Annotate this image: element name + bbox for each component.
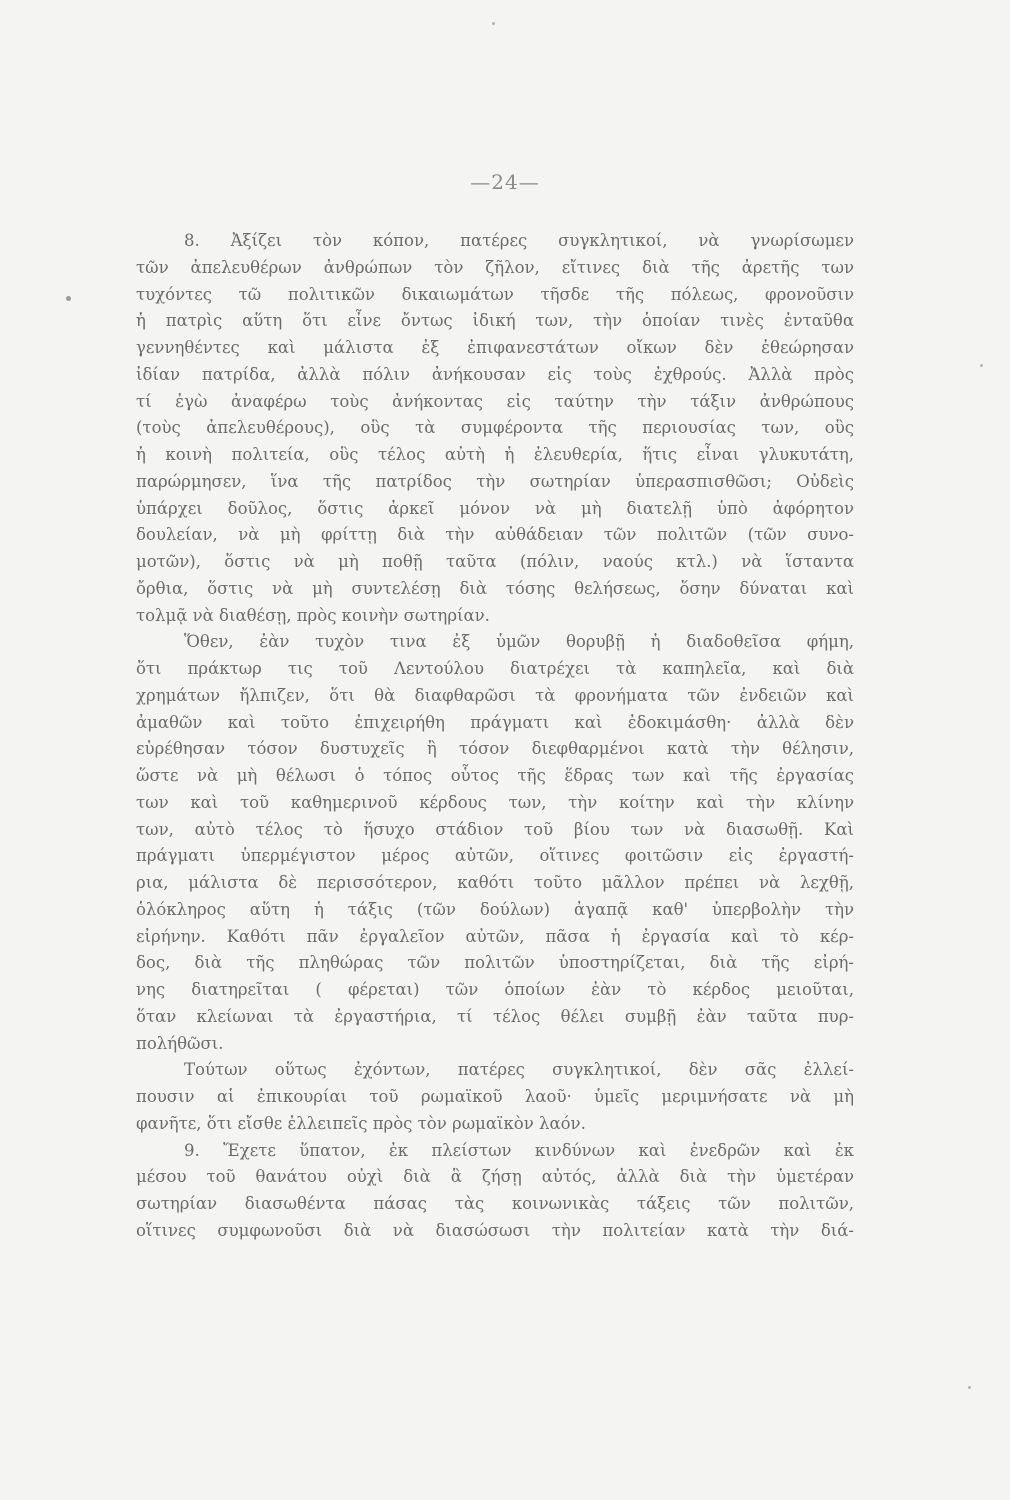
text-line: τί ἐγὼ ἀναφέρω τοὺς ἀνήκοντας εἰς ταύτην τὴν τάξιν ἀνθρώπους xyxy=(136,391,854,411)
text-line: οἵτινες συμφωνοῦσι διὰ νὰ διασώσωσι τὴν πολιτείαν κατὰ τὴν διά- xyxy=(136,1220,854,1240)
text-line: ἡ κοινὴ πολιτεία, οὓς τέλος αὐτὴ ἡ ἐλευθερία, ἥτις εἶναι γλυκυτάτη, xyxy=(136,445,854,464)
text-line: τῶν ἀπελευθέρων ἀνθρώπων τὸν ζῆλον, εἴτινες διὰ τῆς ἀρετῆς των xyxy=(136,257,854,277)
text-line: δουλείαν, νὰ μὴ φρίττῃ διὰ τὴν αὐθάδειαν τῶν πολιτῶν (τῶν συνο- xyxy=(136,525,854,545)
text-line: 8. Ἀξίζει τὸν κόπον, πατέρες συγκλητικοί, νὰ γνωρίσωμεν xyxy=(184,231,854,250)
text-line: πουσιν αἱ ἐπικουρίαι τοῦ ρωμαϊκοῦ λαοῦ· ὑμεῖς μεριμνήσατε νὰ μὴ xyxy=(136,1087,854,1106)
text-line: χρημάτων ἤλπιζεν, ὅτι θὰ διαφθαρῶσι τὰ φρονήματα τῶν ἐνδειῶν καὶ xyxy=(136,685,854,705)
text-line: των, αὐτὸ τέλος τὸ ἥσυχο στάδιον τοῦ βίου των νὰ διασωθῇ. Καὶ xyxy=(136,819,854,839)
text-line: των καὶ τοῦ καθημερινοῦ κέρδους των, τὴν κοίτην καὶ τὴν κλίνην xyxy=(136,792,854,812)
text-line: τυχόντες τῶ πολιτικῶν δικαιωμάτων τῆσδε τῆς πόλεως, φρονοῦσιν xyxy=(136,284,854,304)
text-line: ἡ πατρὶς αὕτη ὅτι εἶνε ὄντως ἰδική των, τὴν ὁποίαν τινὲς ἐνταῦθα xyxy=(136,311,854,331)
text-line: μέσου τοῦ θανάτου οὐχὶ διὰ ἃ ζήσῃ αὐτός, ἀλλὰ διὰ τὴν ὑμετέραν xyxy=(136,1167,854,1187)
text-line: Τούτων οὕτως ἐχόντων, πατέρες συγκλητικοί, δὲν σᾶς ἐλλεί- xyxy=(184,1060,854,1080)
margin-mark xyxy=(66,296,71,301)
text-line: ὄρθια, ὅστις νὰ μὴ συντελέσῃ διὰ τόσης θελήσεως, ὅσην δύναται καὶ xyxy=(136,578,854,598)
text-line: παρώρμησεν, ἵνα τῆς πατρίδος τὴν σωτηρίαν ὑπερασπισθῶσι; Οὐδεὶς xyxy=(136,471,854,491)
text-line: ὑπάρχει δοῦλος, ὅστις ἀρκεῖ μόνον νὰ μὴ διατελῇ ὑπὸ ἀφόρητον xyxy=(136,498,854,518)
page-number: —24— xyxy=(470,170,540,194)
text-line: μοτῶν), ὅστις νὰ μὴ ποθῇ ταῦτα (πόλιν, ναούς κτλ.) νὰ ἵσταντα xyxy=(136,552,854,571)
text-line: εἰρήνην. Καθότι πᾶν ἐργαλεῖον αὐτῶν, πᾶσα ἡ ἐργασία καὶ τὸ κέρ- xyxy=(136,926,854,946)
text-line: (τοὺς ἀπελευθέρους), οὓς τὰ συμφέροντα τῆς περιουσίας των, οὓς xyxy=(136,418,854,438)
text-line: ἀμαθῶν καὶ τοῦτο ἐπιχειρήθη πράγματι καὶ ἐδοκιμάσθη· ἀλλὰ δὲν xyxy=(136,712,854,732)
speck-mark xyxy=(968,1386,971,1389)
text-line: ρια, μάλιστα δὲ περισσότερον, καθότι τοῦτο μᾶλλον πρέπει νὰ λεχθῇ, xyxy=(136,873,854,892)
text-line: ὅτι πράκτωρ τις τοῦ Λεντούλου διατρέχει τὰ καπηλεῖα, καὶ διὰ xyxy=(136,659,854,678)
text-line: σωτηρίαν διασωθέντα πάσας τὰς κοινωνικὰς τάξεις τῶν πολιτῶν, xyxy=(136,1194,854,1213)
text-line: τολμᾷ νὰ διαθέσῃ, πρὸς κοινὴν σωτηρίαν. xyxy=(136,605,490,625)
text-line: γεννηθέντες καὶ μάλιστα ἐξ ἐπιφανεστάτων οἴκων δὲν ἐθεώρησαν xyxy=(136,338,854,357)
text-line: φανῆτε, ὅτι εἴσθε ἐλλειπεῖς πρὸς τὸν ρωμαϊκὸν λαόν. xyxy=(136,1113,586,1133)
speck-mark xyxy=(980,364,983,367)
text-line: 9. Ἔχετε ὕπατον, ἐκ πλείστων κινδύνων καὶ ἐνεδρῶν καὶ ἐκ xyxy=(184,1140,854,1160)
text-line: πολήθῶσι. xyxy=(136,1033,224,1053)
text-line: Ὅθεν, ἐὰν τυχὸν τινα ἐξ ὑμῶν θορυβῇ ἡ διαδοθεῖσα φήμη, xyxy=(184,632,854,652)
body-text xyxy=(136,228,854,1245)
text-line: ὅταν κλείωναι τὰ ἐργαστήρια, τί τέλος θέλει συμβῇ ἐὰν ταῦτα πυρ- xyxy=(136,1006,854,1026)
text-line: δος, διὰ τῆς πληθώρας τῶν πολιτῶν ὑποστηρίζεται, διὰ τῆς εἰρή- xyxy=(136,953,854,973)
text-line: ἰδίαν πατρίδα, ἀλλὰ πόλιν ἀνήκουσαν εἰς τοὺς ἐχθρούς. Ἀλλὰ πρὸς xyxy=(136,364,854,384)
text-line: πράγματι ὑπερμέγιστον μέρος αὐτῶν, οἵτινες φοιτῶσιν εἰς ἐργαστή- xyxy=(136,846,854,866)
speck-mark xyxy=(492,22,495,25)
text-line: νης διατηρεῖται ( φέρεται) τῶν ὁποίων ἐὰν τὸ κέρδος μειοῦται, xyxy=(136,980,854,999)
text-line: ὁλόκληρος αὕτη ἡ τάξις (τῶν δούλων) ἀγαπᾷ καθ' ὑπερβολὴν τὴν xyxy=(136,899,854,919)
text-line: ὥστε νὰ μὴ θέλωσι ὁ τόπος οὗτος τῆς ἕδρας των καὶ τῆς ἐργασίας xyxy=(136,766,854,785)
text-line: εὑρέθησαν τόσον δυστυχεῖς ἢ τόσον διεφθαρμένοι κατὰ τὴν θέλησιν, xyxy=(136,739,854,759)
